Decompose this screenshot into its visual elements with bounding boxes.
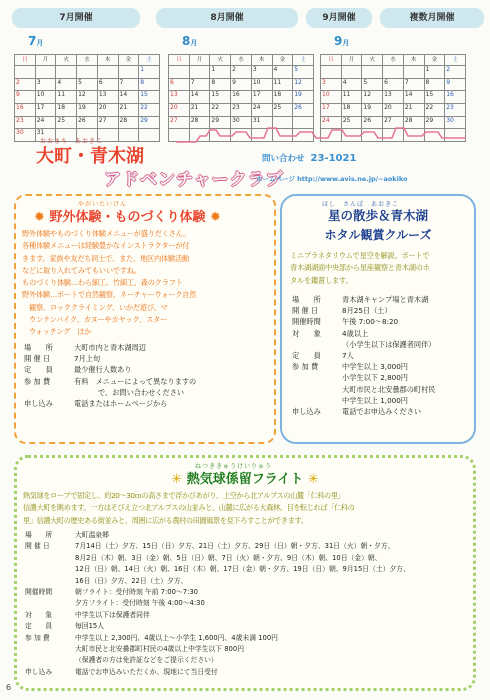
calendar-day: 1 <box>210 66 231 79</box>
info-key: 申し込み <box>24 399 53 409</box>
info-key <box>292 384 342 395</box>
calendar-day: 9 <box>231 78 252 91</box>
calendar-day: 29 <box>424 116 445 129</box>
info-key <box>25 553 75 564</box>
weekday-header: 火 <box>56 55 77 66</box>
calendar-day <box>77 66 98 79</box>
description-line: 里」信濃大町の歴史ある街並みと、周囲に広がる農村の田園風景を見下ろすことができます。 <box>23 515 308 525</box>
info-value: 4歳以上 <box>342 328 369 338</box>
right-box-title2: ホタル観賞クルーズ <box>324 228 432 242</box>
info-key: 参 加 費 <box>24 376 51 386</box>
calendar-day: 15 <box>139 91 160 104</box>
description-line: 野外体験やものづくり体験メニューが盛りだくさん。 <box>22 229 191 238</box>
info-key <box>25 655 75 666</box>
description-line: 各種体験メニューは経験豊かなインストラクターが付 <box>22 241 190 251</box>
right-description <box>290 250 472 287</box>
sparkle-icon: ✳ <box>171 472 183 487</box>
calendar-day: 10 <box>321 91 342 104</box>
info-value: 大町市民と北安曇郡の町村民 <box>342 384 436 394</box>
tab-multi-month: 複数月開催 <box>380 8 484 28</box>
club-title-line2: アドベンチャークラブ <box>104 170 284 190</box>
info-key: 場 所 <box>25 531 53 539</box>
calendar-day: 14 <box>403 91 424 104</box>
info-value: 最少催行人数あり <box>74 365 132 375</box>
bottom-title-ruby: ねつききゅうけいりゅう <box>195 463 273 470</box>
info-key: 場 所 <box>24 343 53 352</box>
calendar-grid <box>14 54 160 142</box>
calendar-day: 11 <box>341 91 362 104</box>
calendar-day: 30 <box>231 116 252 129</box>
calendar-day: 5 <box>362 78 383 91</box>
info-row <box>25 633 471 644</box>
calendar-day: 21 <box>189 104 210 117</box>
club-title-line1: 大町・青木湖 <box>36 146 144 167</box>
weekday-header: 金 <box>424 55 445 66</box>
calendar-day: 25 <box>272 104 293 117</box>
info-value: （小学生以下は保護者同伴） <box>342 339 436 349</box>
calendar-day: 21 <box>403 104 424 117</box>
calendar-day: 20 <box>383 104 404 117</box>
calendar-day: 6 <box>97 78 118 91</box>
info-value: 電話でお申込みいただくか、現地にて当日受付 <box>75 667 218 676</box>
info-value: 12日（日）朝、14日（火）朝、16日（木）朝、17日（金）朝・夕方、19日（日）朝、9月15日（土）夕方、 <box>75 565 410 574</box>
calendar-day: 24 <box>321 116 342 129</box>
calendar-day: 26 <box>293 104 314 117</box>
calendar-day: 9 <box>445 78 466 91</box>
month-number: 8月 <box>182 34 198 48</box>
info-key: 申し込み <box>25 667 53 676</box>
calendar-day: 12 <box>362 91 383 104</box>
info-row <box>25 598 471 609</box>
weekday-header: 火 <box>362 55 383 66</box>
info-value: 有料 メニューによって異なりますの <box>74 376 197 386</box>
info-value: 毎回15人 <box>75 622 105 631</box>
info-row <box>292 384 472 395</box>
left-title-text: 野外体験・ものづくり体験 <box>49 210 206 225</box>
info-row <box>292 305 472 316</box>
info-value: 中学生以下は保護者同伴 <box>75 610 150 619</box>
calendar-day: 23 <box>445 104 466 117</box>
calendar-day: 16 <box>445 91 466 104</box>
calendar-day: 7 <box>118 78 139 91</box>
outdoor-experience-box <box>14 194 276 444</box>
info-key <box>25 576 75 587</box>
calendar-day: 15 <box>424 91 445 104</box>
info-value: 16日（日）夕方、22日（土）夕方、 <box>75 576 188 585</box>
contact-label: 問い合わせ <box>262 154 305 164</box>
info-value: 午後 7:00～8:20 <box>342 317 399 327</box>
info-key: 申し込み <box>292 407 321 417</box>
info-row <box>25 655 471 666</box>
contact-info <box>262 152 356 164</box>
calendar-day: 29 <box>139 116 160 129</box>
calendar-day: 2 <box>15 78 36 91</box>
info-value: 電話でお申込みください <box>342 407 422 417</box>
tab-august: 8月開催 <box>156 8 298 28</box>
bottom-description <box>23 490 471 527</box>
calendar-day: 2 <box>231 66 252 79</box>
info-value: 7月14日（土）夕方、15日（日）夕方、21日（土）夕方、29日（日）朝・夕方、31日（火）朝・夕方、 <box>75 542 395 551</box>
calendar-day: 13 <box>383 91 404 104</box>
info-value: 青木湖キャンプ場と青木湖 <box>342 295 429 304</box>
calendar-day <box>35 66 56 79</box>
info-key <box>24 387 74 398</box>
calendar-day: 12 <box>293 78 314 91</box>
calendar-day: 31 <box>35 129 56 142</box>
info-key: 参 加 費 <box>25 633 50 642</box>
info-key <box>292 395 342 406</box>
description-line: 青木湖湖面中央部から星座観察と青木湖のホ <box>290 263 430 273</box>
balloon-flight-box <box>14 455 476 691</box>
calendar-day: 8 <box>424 78 445 91</box>
calendar-day: 4 <box>341 78 362 91</box>
calendar-day: 25 <box>56 116 77 129</box>
calendar-day: 1 <box>424 66 445 79</box>
info-row <box>292 372 472 383</box>
tab-september: 9月開催 <box>306 8 372 28</box>
calendar-day: 5 <box>293 66 314 79</box>
calendar-day: 3 <box>251 66 272 79</box>
weekday-header: 月 <box>189 55 210 66</box>
info-key <box>292 372 342 383</box>
bottom-info-table <box>25 530 471 678</box>
description-line: ミニプラネタリウムで星空を解説。ボートで <box>290 251 430 260</box>
info-row <box>25 553 471 564</box>
weekday-header: 土 <box>139 55 160 66</box>
calendar-day: 29 <box>210 116 231 129</box>
weekday-header: 土 <box>293 55 314 66</box>
weekday-header: 水 <box>383 55 404 66</box>
calendar-day: 8 <box>210 78 231 91</box>
calendar-day: 6 <box>383 78 404 91</box>
calendar-day: 18 <box>272 91 293 104</box>
right-box-title1: 星の散歩＆青木湖 <box>327 208 428 223</box>
info-key: 開 催 日 <box>24 354 51 364</box>
weekday-header: 日 <box>169 55 190 66</box>
calendar-day: 7 <box>403 78 424 91</box>
description-line: ウンテンバイク、カヌーやカヤック、スター <box>22 315 168 325</box>
calendar-day: 18 <box>341 104 362 117</box>
calendar-day: 13 <box>169 91 190 104</box>
info-row <box>292 361 472 372</box>
weekday-header: 水 <box>77 55 98 66</box>
info-value: 中学生以上 2,300円、4歳以上～小学生 1,600円、4歳未満 100円 <box>75 633 278 642</box>
calendar-day: 14 <box>189 91 210 104</box>
calendar-day <box>97 66 118 79</box>
weekday-header: 金 <box>272 55 293 66</box>
info-row <box>25 587 471 598</box>
calendar-day: 1 <box>139 66 160 79</box>
calendar-day: 17 <box>35 104 56 117</box>
info-row <box>292 395 472 406</box>
calendar-day: 22 <box>210 104 231 117</box>
sparkle-icon: ✳ <box>307 472 319 487</box>
info-row <box>24 353 270 364</box>
info-row <box>24 364 270 375</box>
info-key: 場 所 <box>292 295 321 304</box>
info-key: 対 象 <box>25 610 53 619</box>
weekday-header: 木 <box>403 55 424 66</box>
weekday-header: 火 <box>210 55 231 66</box>
calendar-day: 19 <box>362 104 383 117</box>
calendar-day: 22 <box>424 104 445 117</box>
info-value: 8月2日（木）朝、3日（金）朝、5日（日）朝、7日（火）朝・夕方、9日（木）朝、10日（金）朝、 <box>75 553 382 562</box>
info-row <box>24 398 270 409</box>
info-value: 中学生以上 1,000円 <box>342 395 408 405</box>
weekday-header: 金 <box>118 55 139 66</box>
calendar-day: 16 <box>231 91 252 104</box>
info-row <box>25 644 471 655</box>
info-key: 開催時間 <box>25 588 53 597</box>
description-line: ものづくり体験…わら細工、竹細工、森のクラフト <box>22 278 183 288</box>
info-key: 定 員 <box>292 351 321 361</box>
calendar-day <box>341 66 362 79</box>
info-row <box>25 564 471 575</box>
calendar-day: 26 <box>77 116 98 129</box>
calendar-day: 10 <box>35 91 56 104</box>
info-value: 小学生以下 2,800円 <box>342 373 408 383</box>
tab-july: 7月開催 <box>12 8 140 28</box>
calendar-day: 28 <box>189 116 210 129</box>
calendar-day: 23 <box>15 116 36 129</box>
calendar-day: 7 <box>189 78 210 91</box>
calendar-day <box>169 66 190 79</box>
calendar-day: 30 <box>15 129 36 142</box>
info-row <box>24 387 270 398</box>
calendar-day: 12 <box>77 91 98 104</box>
calendar-day: 22 <box>139 104 160 117</box>
calendar-day <box>56 66 77 79</box>
calendar-day <box>15 66 36 79</box>
calendar-day: 18 <box>56 104 77 117</box>
calendar-day: 4 <box>272 66 293 79</box>
calendar-day: 10 <box>251 78 272 91</box>
info-row <box>25 541 471 552</box>
description-line: きます。家族や友だち同士で、また、地区内体験活動 <box>22 253 189 263</box>
info-row <box>25 621 471 632</box>
info-row <box>292 328 472 339</box>
calendar-day: 27 <box>97 116 118 129</box>
weekday-header: 月 <box>341 55 362 66</box>
description-line: タルを鑑賞します。 <box>290 275 353 285</box>
info-key: 開 催 日 <box>292 306 319 316</box>
weekday-header: 月 <box>35 55 56 66</box>
info-value: 8月25日（土） <box>342 306 392 316</box>
calendar-day <box>383 66 404 79</box>
description-line: 熱気球をロープで固定し、約20～30ｍの高さまで浮かびあがり、上空から北アルプスの山麓「仁科の里」 <box>23 491 345 500</box>
calendar-day: 28 <box>403 116 424 129</box>
info-row <box>25 530 471 541</box>
title-ruby: おおまち あおきこ <box>40 138 104 145</box>
info-row <box>24 342 270 353</box>
info-value: 朝フライト：受付時刻 午前 7:00～7:30 <box>75 588 199 597</box>
description-line: 野外体験…ボートで自然観察、ネーチャーウォーク自然 <box>22 290 197 300</box>
calendar-day <box>118 129 139 142</box>
month-number: 7月 <box>28 34 44 48</box>
info-value: 大町市民と北安曇郡町村民の4歳以上中学生以下 800円 <box>75 645 244 654</box>
star-walk-box <box>280 194 476 444</box>
weekday-header: 木 <box>251 55 272 66</box>
left-info-table <box>24 342 270 409</box>
info-row <box>292 350 472 361</box>
info-key: 開催時間 <box>292 317 321 327</box>
info-value: で、お問い合わせください <box>98 387 185 397</box>
description-line: 信濃大町を眺めます。一方はそびえ立つ北アルプスの山並みと、山麓に広がる大森林。目を転じれば「仁科の <box>23 503 355 513</box>
description-line: 観察、ロッククライミング、いかだ遊び、マ <box>22 302 168 312</box>
info-value: 7月上旬 <box>74 354 101 364</box>
calendar-day: 4 <box>56 78 77 91</box>
calendar-day: 15 <box>210 91 231 104</box>
calendar-day: 27 <box>383 116 404 129</box>
calendar-day: 2 <box>445 66 466 79</box>
calendar-day: 21 <box>118 104 139 117</box>
info-key <box>25 598 75 609</box>
calendar-day: 25 <box>341 116 362 129</box>
info-row <box>292 316 472 327</box>
info-value: 大町市内と青木湖周辺 <box>74 343 146 352</box>
calendar-day: 16 <box>15 104 36 117</box>
info-key <box>292 339 342 350</box>
info-value: 電話またはホームページから <box>74 399 168 409</box>
info-key <box>25 644 75 655</box>
info-row <box>24 376 270 387</box>
calendar-day: 20 <box>97 104 118 117</box>
calendar-day <box>321 66 342 79</box>
calendar-day: 20 <box>169 104 190 117</box>
info-row <box>25 610 471 621</box>
page-number: 6 <box>6 683 12 692</box>
info-value: 大町温泉郷 <box>75 531 109 539</box>
calendar-day <box>118 66 139 79</box>
calendar-day: 24 <box>251 104 272 117</box>
sun-icon: ✹ <box>209 210 221 225</box>
calendar-day: 23 <box>231 104 252 117</box>
weekday-header: 日 <box>15 55 36 66</box>
right-info-table <box>292 294 472 417</box>
weekday-header: 日 <box>321 55 342 66</box>
info-row <box>25 576 471 587</box>
town-skyline-decoration <box>176 122 466 144</box>
calendar-day: 11 <box>56 91 77 104</box>
calendar-day: 3 <box>35 78 56 91</box>
calendar-day <box>362 66 383 79</box>
calendar-day: 27 <box>169 116 190 129</box>
weekday-header: 土 <box>445 55 466 66</box>
calendar-day: 9 <box>15 91 36 104</box>
left-box-title <box>34 206 221 225</box>
calendar-day: 14 <box>118 91 139 104</box>
info-row <box>25 667 471 678</box>
calendar-day: 13 <box>97 91 118 104</box>
description-line: ウォッチング ほか <box>22 327 92 337</box>
calendar-day <box>189 66 210 79</box>
left-description <box>22 228 270 339</box>
calendar-day: 17 <box>321 104 342 117</box>
calendar-day: 3 <box>321 78 342 91</box>
calendar-day: 26 <box>362 116 383 129</box>
info-key <box>25 564 75 575</box>
info-key: 対 象 <box>292 328 321 338</box>
bottom-title-text: 熱気球係留フライト <box>186 472 304 487</box>
info-value: 夕方フライト：受付時刻 午後 4:00～4:30 <box>75 599 205 608</box>
info-row <box>292 339 472 350</box>
sun-icon: ✹ <box>34 210 45 225</box>
info-row <box>292 294 472 305</box>
calendar-day: 24 <box>35 116 56 129</box>
calendar-day: 17 <box>251 91 272 104</box>
contact-phone: 23-1021 <box>310 153 357 164</box>
info-key: 定 員 <box>25 622 53 631</box>
calendar-day: 19 <box>77 104 98 117</box>
info-key: 参 加 費 <box>292 362 319 372</box>
info-value: （保護者の方は免許証などをご提示ください） <box>75 656 218 665</box>
weekday-header: 木 <box>97 55 118 66</box>
calendar-day: 31 <box>251 116 272 129</box>
description-line: などに取り入れてみてもいいですね。 <box>22 265 141 275</box>
info-value: 中学生以上 3,000円 <box>342 362 408 372</box>
calendar-day: 19 <box>293 91 314 104</box>
left-title-ruby: やがいたいけん <box>78 201 128 208</box>
weekday-header: 水 <box>231 55 252 66</box>
bottom-box-title <box>17 468 473 487</box>
calendar-day: 28 <box>118 116 139 129</box>
info-key: 開 催 日 <box>25 542 50 551</box>
info-row <box>292 406 472 417</box>
month-tabs <box>6 8 484 28</box>
calendar-day: 30 <box>445 116 466 129</box>
right-title-ruby: ほし さんぽ あおきこ <box>322 201 400 208</box>
calendar-day: 8 <box>139 78 160 91</box>
calendar-day <box>403 66 424 79</box>
homepage-link[interactable]: ホームページ http://www.avis.ne.jp/~aokiko <box>256 175 408 183</box>
calendar-day: 5 <box>77 78 98 91</box>
calendar-day <box>139 129 160 142</box>
info-key: 定 員 <box>24 365 53 375</box>
info-value: 7人 <box>342 351 354 361</box>
calendar-day: 11 <box>272 78 293 91</box>
calendar-day: 6 <box>169 78 190 91</box>
month-number: 9月 <box>334 34 350 48</box>
